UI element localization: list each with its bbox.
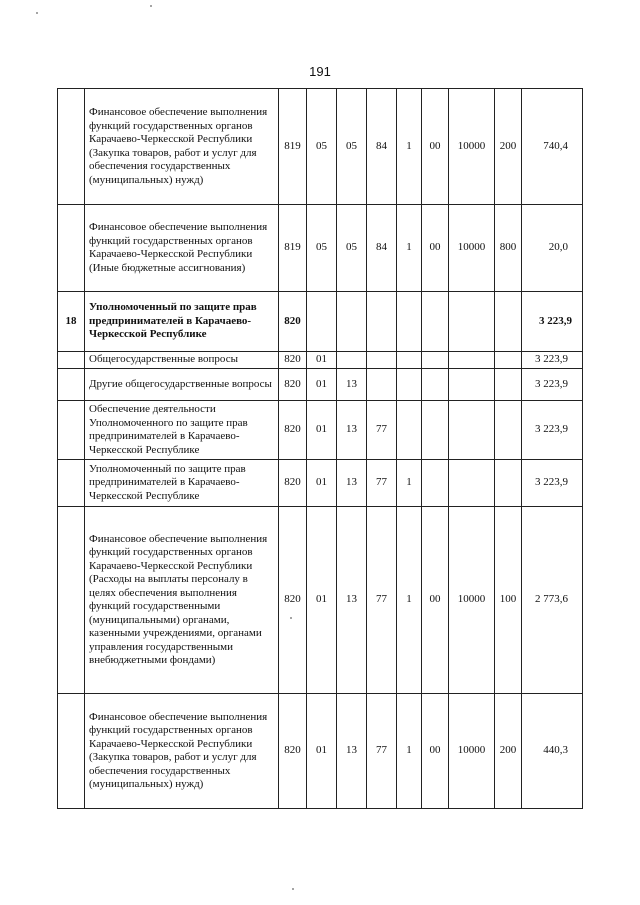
expense-name: Общегосударственные вопросы [85,352,279,369]
main-event-code: 00 [422,507,449,694]
main-event-code: 00 [422,205,449,292]
budget-table [57,88,583,809]
main-event-code [422,401,449,460]
subsection-code: 13 [337,401,367,460]
table-row [58,507,583,694]
main-event-code [422,460,449,507]
row-number [58,401,85,460]
expense-name: Уполномоченный по защите прав предпринимателей в Карачаево-Черкесской Республике [85,460,279,507]
table-row [58,401,583,460]
section-code: 01 [307,352,337,369]
section-code: 01 [307,460,337,507]
program-code [367,369,397,401]
subsection-code: 13 [337,369,367,401]
subprogram-code [397,352,422,369]
table-row [58,89,583,205]
expense-name: Другие общегосударственные вопросы [85,369,279,401]
row-number [58,460,85,507]
row-number [58,89,85,205]
expense-name: Обеспечение деятельности Уполномоченного по защите прав предпринимателей в Карачаево-Черкесской Республике [85,401,279,460]
section-code: 01 [307,507,337,694]
program-code: 84 [367,205,397,292]
row-number [58,369,85,401]
section-code: 01 [307,401,337,460]
ministry-code: 820 [279,401,307,460]
subsection-code [337,352,367,369]
table-row [58,694,583,809]
scan-speck [150,5,152,7]
ministry-code: 820 [279,369,307,401]
section-code: 05 [307,205,337,292]
subsection-code: 05 [337,205,367,292]
amount: 2 773,6 [522,507,583,694]
program-code: 77 [367,460,397,507]
direction-code: 10000 [449,205,495,292]
scan-speck [36,12,38,14]
expense-type-code [495,460,522,507]
ministry-code: 820 [279,507,307,694]
amount: 20,0 [522,205,583,292]
amount: 3 223,9 [522,460,583,507]
table-row [58,292,583,352]
main-event-code [422,369,449,401]
direction-code [449,369,495,401]
direction-code [449,292,495,352]
subsection-code: 13 [337,694,367,809]
program-code [367,292,397,352]
program-code [367,352,397,369]
program-code: 77 [367,507,397,694]
program-code: 84 [367,89,397,205]
expense-type-code: 200 [495,89,522,205]
subsection-code [337,292,367,352]
ministry-code: 820 [279,460,307,507]
subsection-code: 13 [337,507,367,694]
expense-type-code: 100 [495,507,522,694]
scan-speck [292,888,294,890]
table-row [58,369,583,401]
table-row [58,205,583,292]
ministry-code: 820 [279,352,307,369]
subprogram-code [397,292,422,352]
subprogram-code: 1 [397,507,422,694]
direction-code: 10000 [449,89,495,205]
table-row [58,460,583,507]
direction-code [449,460,495,507]
section-code [307,292,337,352]
amount: 740,4 [522,89,583,205]
row-number: 18 [58,292,85,352]
subprogram-code: 1 [397,694,422,809]
expense-type-code [495,292,522,352]
ministry-code: 820 [279,292,307,352]
direction-code [449,401,495,460]
subprogram-code [397,369,422,401]
ministry-code: 819 [279,89,307,205]
subprogram-code: 1 [397,89,422,205]
row-number [58,694,85,809]
subprogram-code: 1 [397,205,422,292]
scan-speck [290,617,292,619]
main-event-code [422,352,449,369]
table-row [58,352,583,369]
expense-name: Финансовое обеспечение выполнения функций государственных органов Карачаево-Черкесской Республики (Расходы на выплаты персоналу в целях обеспечения выполнения функций государственными (муниципальными) органами, казенными учреждениями, органами управления государственными внебюджетными фондами) [85,507,279,694]
amount: 3 223,9 [522,292,583,352]
main-event-code: 00 [422,89,449,205]
expense-name: Финансовое обеспечение выполнения функций государственных органов Карачаево-Черкесской Республики (Закупка товаров, работ и услуг для обеспечения государственных (муниципальных) нужд) [85,694,279,809]
main-event-code: 00 [422,694,449,809]
amount: 3 223,9 [522,369,583,401]
subsection-code: 05 [337,89,367,205]
subprogram-code: 1 [397,460,422,507]
row-number [58,205,85,292]
program-code: 77 [367,694,397,809]
ministry-code: 819 [279,205,307,292]
amount: 3 223,9 [522,401,583,460]
program-code: 77 [367,401,397,460]
expense-name: Уполномоченный по защите прав предпринимателей в Карачаево-Черкесской Республике [85,292,279,352]
expense-type-code [495,401,522,460]
main-event-code [422,292,449,352]
expense-type-code [495,369,522,401]
amount: 440,3 [522,694,583,809]
expense-type-code [495,352,522,369]
row-number [58,507,85,694]
direction-code: 10000 [449,694,495,809]
direction-code: 10000 [449,507,495,694]
section-code: 05 [307,89,337,205]
amount: 3 223,9 [522,352,583,369]
subsection-code: 13 [337,460,367,507]
direction-code [449,352,495,369]
page-number: 191 [309,64,331,79]
expense-type-code: 800 [495,205,522,292]
expense-name: Финансовое обеспечение выполнения функций государственных органов Карачаево-Черкесской Республики (Иные бюджетные ассигнования) [85,205,279,292]
row-number [58,352,85,369]
ministry-code: 820 [279,694,307,809]
section-code: 01 [307,694,337,809]
section-code: 01 [307,369,337,401]
expense-type-code: 200 [495,694,522,809]
expense-name: Финансовое обеспечение выполнения функций государственных органов Карачаево-Черкесской Республики (Закупка товаров, работ и услуг для обеспечения государственных (муниципальных) нужд) [85,89,279,205]
subprogram-code [397,401,422,460]
